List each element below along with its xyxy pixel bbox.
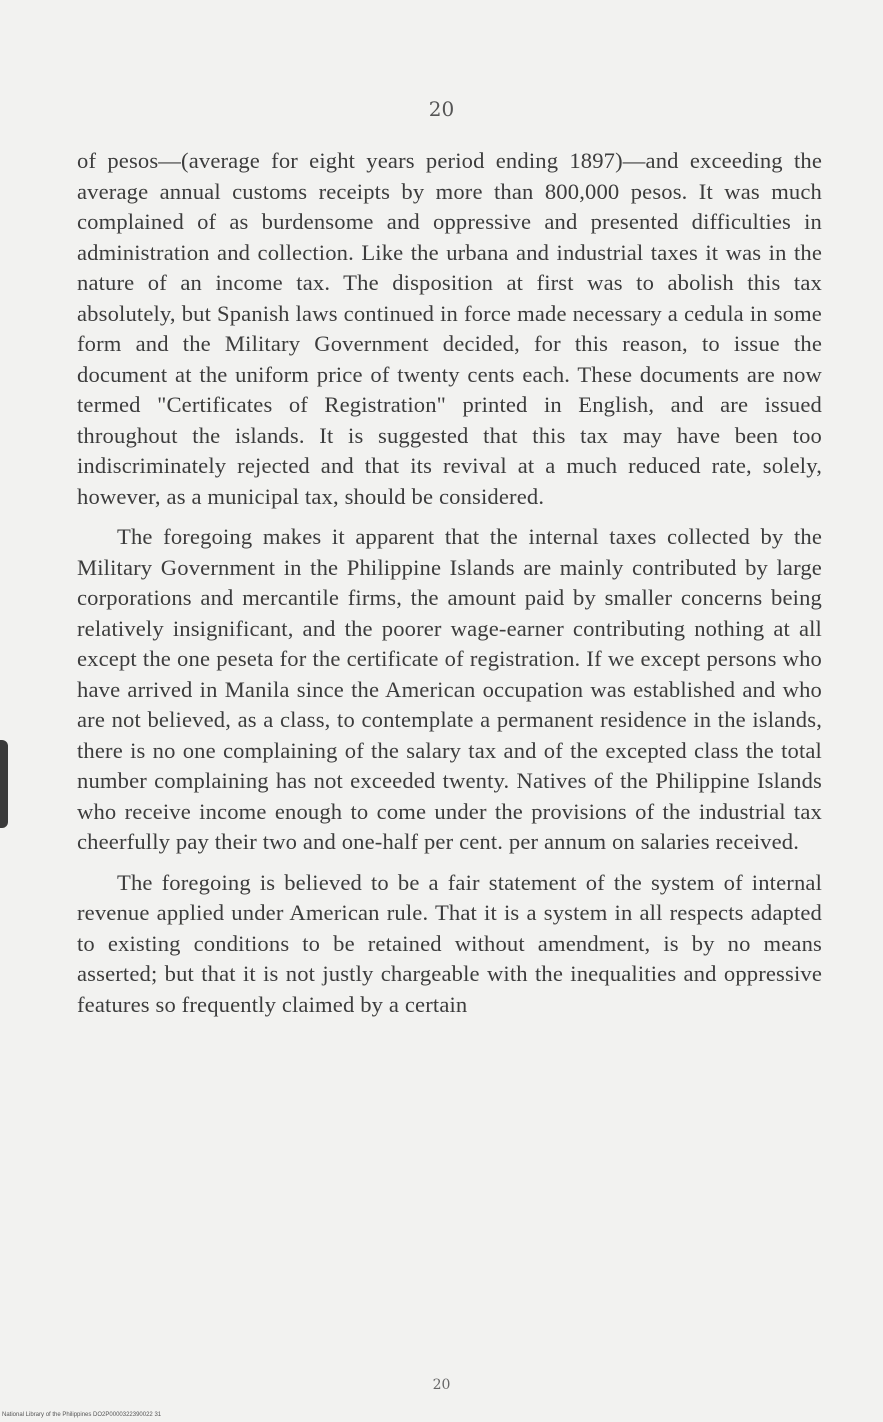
binding-shadow-mark — [0, 740, 8, 828]
page-number-bottom: 20 — [432, 1377, 451, 1393]
paragraph-1: of pesos—(average for eight years period ending 1897)—and exceeding the average annual customs receipts by more than 800,000 pesos. It was much complained of as burdensome and oppressive and presented difficulties in administration and collection. Like the urbana and industrial taxes it was in the nature of an income tax. The disposition at first was to abolish this tax absolutely, but Spanish laws continued in force made necessary a cedula in some form and the Military Government decided, for this reason, to issue the document at the uniform price of twenty cents each. These documents are now termed "Certificates of Registration" printed in English, and are issued throughout the islands. It is suggested that this tax may have been too indiscriminately rejected and that its revival at a much reduced rate, solely, however, as a municipal tax, should be considered. — [77, 148, 822, 509]
page-number-top: 20 — [428, 97, 455, 121]
footer-credit: National Library of the Philippines DO2P0000322390022 31 — [2, 1412, 162, 1418]
paragraph-2: The foregoing makes it apparent that the internal taxes collected by the Military Government in the Philippine Islands are mainly contributed by large corporations and mercantile firms, the amount paid by smaller concerns being relatively insignificant, and the poorer wage-earner contributing nothing at all except the one peseta for the certificate of registration. If we except persons who have arrived in Manila since the American occupation was established and who are not believed, as a class, to contemplate a permanent residence in the islands, there is no one complaining of the salary tax and of the excepted class the total number complaining has not exceeded twenty. Natives of the Philippine Islands who receive income enough to come under the provisions of the industrial tax cheerfully pay their two and one-half per cent. per annum on salaries received. — [77, 524, 822, 854]
paragraph-3: The foregoing is believed to be a fair statement of the system of internal revenue applied under American rule. That it is a system in all respects adapted to existing conditions to be retained without amendment, is by no means asserted; but that it is not justly chargeable with the inequalities and oppressive features so frequently claimed by a certain — [77, 869, 822, 1017]
body-text — [77, 146, 822, 1030]
